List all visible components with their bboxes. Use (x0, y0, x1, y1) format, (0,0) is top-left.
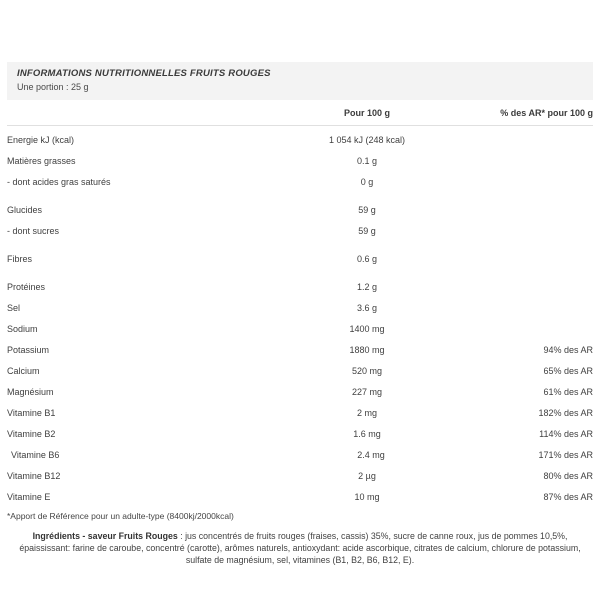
table-row-vitamine-b2 (7, 423, 593, 444)
table-row-magnesium (7, 381, 593, 402)
table-row-sel (7, 297, 593, 318)
table-row-proteines (7, 276, 593, 297)
table-row-matieres-grasses (7, 150, 593, 171)
nutrient-value: 3.6 g (356, 302, 378, 313)
table-row-vitamine-b12 (7, 465, 593, 486)
nutrient-ar: 65% des AR (543, 365, 593, 376)
ingredients-lead: Ingrédients - saveur Fruits Rouges (32, 531, 178, 541)
nutrient-label: Matières grasses (7, 155, 76, 166)
table-row-dont-sucres (7, 220, 593, 241)
nutrient-label: Energie kJ (kcal) (7, 134, 75, 145)
nutrient-value: 2.4 mg (357, 449, 385, 460)
nutrient-ar: 80% des AR (543, 470, 593, 481)
table-row-acides-gras-satures (7, 171, 593, 192)
nutrient-value: 59 g (358, 225, 376, 236)
ingredients-paragraph (7, 530, 593, 566)
column-header-ar: % des AR* pour 100 g (500, 107, 593, 118)
nutrient-value: 1 054 kJ (248 kcal) (328, 134, 406, 145)
table-row-vitamine-b6 (7, 444, 593, 465)
nutrient-value: 2 µg (358, 470, 376, 481)
page-title: INFORMATIONS NUTRITIONNELLES FRUITS ROUGES (17, 68, 271, 79)
nutrient-value: 1400 mg (349, 323, 385, 334)
nutrient-ar: 61% des AR (543, 386, 593, 397)
table-row-vitamine-e (7, 486, 593, 507)
nutrient-ar: 171% des AR (538, 449, 593, 460)
table-row-glucides (7, 199, 593, 220)
nutrient-label: Magnésium (7, 386, 54, 397)
nutrient-ar: 94% des AR (543, 344, 593, 355)
nutrient-ar: 114% des AR (539, 428, 593, 439)
nutrient-label: Protéines (7, 281, 46, 292)
nutrient-label: Vitamine B12 (7, 470, 61, 481)
nutrient-label: - dont acides gras saturés (7, 176, 111, 187)
nutrient-value: 520 mg (351, 365, 383, 376)
nutrient-label: Glucides (7, 204, 43, 215)
table-row-calcium (7, 360, 593, 381)
nutrient-value: 0.6 g (356, 253, 378, 264)
nutrient-label: Fibres (7, 253, 33, 264)
nutrition-content (7, 62, 593, 566)
nutrition-table (7, 126, 593, 507)
table-column-header (7, 100, 593, 126)
column-header-per100g: Pour 100 g (343, 107, 390, 118)
nutrient-label: Vitamine B1 (7, 407, 56, 418)
nutrient-label: Vitamine E (7, 491, 51, 502)
nutrient-label: Vitamine B2 (7, 428, 56, 439)
nutrient-label: Sel (7, 302, 21, 313)
table-row-fibres (7, 248, 593, 269)
nutrition-header-block (7, 62, 593, 100)
nutrient-value: 10 mg (354, 491, 380, 502)
table-row-potassium (7, 339, 593, 360)
nutrient-label: Vitamine B6 (11, 449, 60, 460)
table-row-vitamine-b1 (7, 402, 593, 423)
nutrient-ar: 87% des AR (543, 491, 593, 502)
nutrient-label: Calcium (7, 365, 40, 376)
nutrient-label: Sodium (7, 323, 38, 334)
nutrient-value: 1.2 g (356, 281, 378, 292)
nutrient-value: 0 g (360, 176, 374, 187)
nutrient-value: 227 mg (351, 386, 383, 397)
reference-footnote: *Apport de Référence pour un adulte-type (8400kj/2000kcal) (7, 511, 234, 521)
portion-size-text: Une portion : 25 g (17, 82, 89, 92)
table-row-energie (7, 129, 593, 150)
nutrient-value: 1880 mg (349, 344, 385, 355)
nutrient-value: 1.6 mg (353, 428, 381, 439)
nutrient-ar: 182% des AR (538, 407, 593, 418)
nutrient-value: 59 g (358, 204, 376, 215)
nutrient-label: Potassium (7, 344, 50, 355)
nutrient-value: 0.1 g (356, 155, 378, 166)
table-row-sodium (7, 318, 593, 339)
ingredients-text: : jus concentrés de fruits rouges (fraises, cassis) 35%, sucre de canne roux, jus de pommes 10,5%, épaississant: farine de caroube, concentré (carotte), arômes naturels, antioxydant: acide ascorbique, citrates de calcium, chlorure de potassium, sulfate de magnésium, sel, vitamines (B1, B2, B6, B12, E). (19, 531, 581, 565)
nutrient-value: 2 mg (356, 407, 377, 418)
nutrient-label: - dont sucres (7, 225, 60, 236)
